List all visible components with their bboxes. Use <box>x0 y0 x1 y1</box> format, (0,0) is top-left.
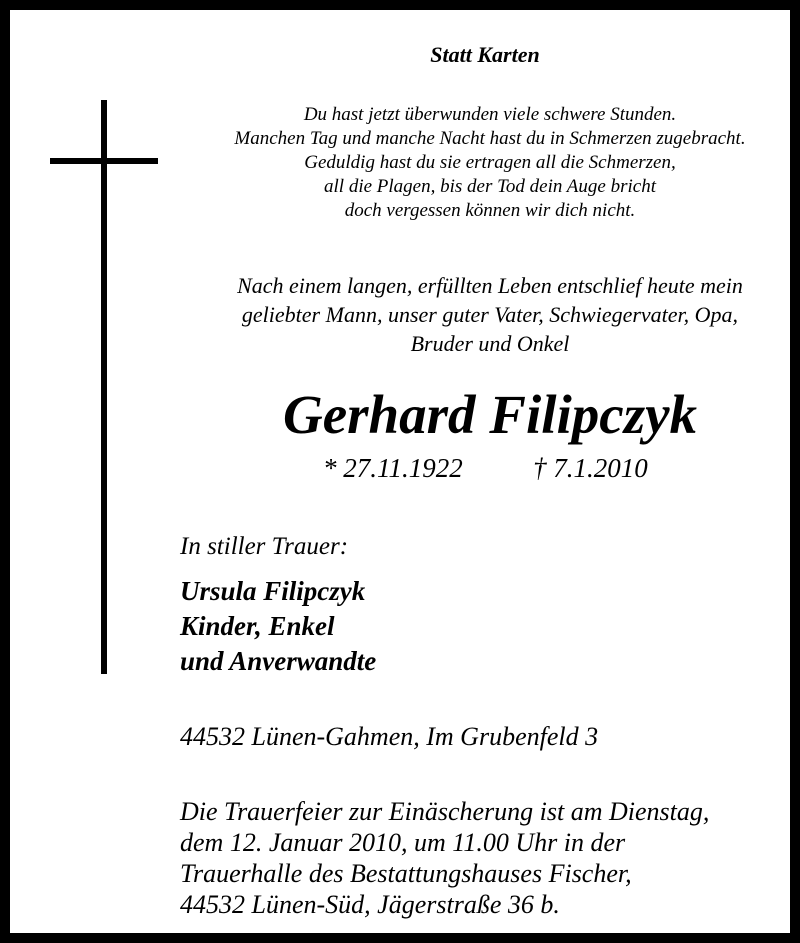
ceremony-info <box>180 796 709 920</box>
ceremony-line: Trauerhalle des Bestattungshauses Fischer, <box>180 859 632 888</box>
mourner-line: Ursula Filipczyk <box>180 576 366 606</box>
intro-line: Bruder und Onkel <box>410 331 570 356</box>
poem <box>180 103 800 223</box>
mourners-list <box>180 574 376 679</box>
deceased-name: Gerhard Filipczyk <box>282 384 698 445</box>
ceremony-line: 44532 Lünen-Süd, Jägerstraße 36 b. <box>180 890 560 919</box>
mourner-line: Kinder, Enkel <box>180 611 335 641</box>
intro-line: geliebter Mann, unser guter Vater, Schwiegervater, Opa, <box>241 302 739 327</box>
poem-line: Manchen Tag und manche Nacht hast du in Schmerzen zugebracht. <box>234 128 746 149</box>
cross-icon-horizontal-bar <box>50 158 158 164</box>
intro-text <box>180 271 800 358</box>
mourner-line: und Anverwandte <box>180 646 377 676</box>
ceremony-line: Die Trauerfeier zur Einäscherung ist am Dienstag, <box>180 797 710 826</box>
poem-line: all die Plagen, bis der Tod dein Auge bricht <box>324 176 656 197</box>
death-date: † 7.1.2010 <box>533 453 648 483</box>
poem-line: Du hast jetzt überwunden viele schwere Stunden. <box>303 104 677 125</box>
ceremony-line: dem 12. Januar 2010, um 11.00 Uhr in der <box>180 828 626 857</box>
birth-date: * 27.11.1922 <box>323 453 463 483</box>
cross-icon-vertical-bar <box>101 100 107 674</box>
mourning-label: In stiller Trauer: <box>180 533 349 560</box>
intro-line: Nach einem langen, erfüllten Leben entschlief heute mein <box>237 273 743 298</box>
notice-header: Statt Karten <box>430 42 540 67</box>
poem-line: doch vergessen können wir dich nicht. <box>344 200 636 221</box>
poem-line: Geduldig hast du sie ertragen all die Schmerzen, <box>304 152 676 173</box>
family-address: 44532 Lünen-Gahmen, Im Grubenfeld 3 <box>180 722 599 751</box>
